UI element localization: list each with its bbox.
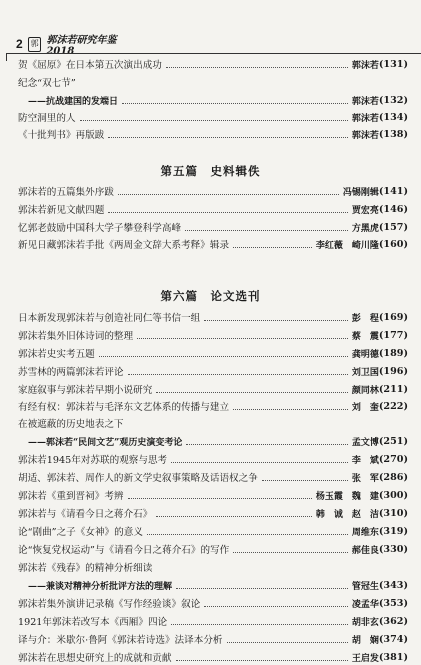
- toc-entry: [18, 649, 408, 665]
- toc-entry: [18, 505, 408, 521]
- dot-leader: [118, 194, 339, 195]
- toc-entry-page: (141): [378, 185, 408, 197]
- toc-entry-title: 郭沫若的五篇集外序跋: [18, 187, 114, 198]
- toc-entry-title: 译与介：米歇尔·鲁阿《郭沫若诗选》法译本分析: [18, 635, 223, 646]
- toc-entry-author: 凌孟华: [351, 599, 379, 610]
- dot-leader: [80, 120, 348, 121]
- toc-entry-author: 周维东: [351, 527, 379, 538]
- toc-entry: [18, 309, 408, 325]
- toc-entry-author: 张 军: [351, 473, 379, 484]
- toc-entry-title: 论“剧曲”之子《女神》的意义: [18, 527, 143, 538]
- dot-leader: [171, 462, 348, 463]
- toc-entry-title: 忆郭老鼓励中国科大学子攀登科学高峰: [18, 223, 182, 234]
- toc-entry-author: 管冠生: [351, 581, 379, 592]
- toc-entry-author: 韩 诚 赵 洁: [315, 509, 379, 520]
- toc-entry-author: 杨玉霞 魏 建: [315, 491, 379, 502]
- toc-entry: [18, 541, 408, 557]
- toc-entry-title: 郭沫若与《请看今日之蒋介石》: [18, 509, 153, 520]
- page-number: 2: [16, 37, 23, 51]
- toc-entry-author: 郭沫若: [351, 130, 379, 141]
- dot-leader: [233, 409, 348, 410]
- toc-entry-page: (177): [378, 329, 408, 341]
- journal-title: 郭沫若研究年鉴 2018: [46, 35, 117, 57]
- dot-leader: [233, 552, 348, 553]
- toc-entry-page: (131): [378, 58, 408, 70]
- toc-entry: [18, 381, 408, 397]
- toc-entry-title: 郭沫若《残春》的精神分析细读: [18, 563, 153, 574]
- toc-entry-title: 《十批判书》再版跋: [18, 130, 105, 141]
- toc-entry-author: 郝佳良: [351, 545, 379, 556]
- toc-entry-author: 李红薇 崎川隆: [315, 240, 379, 251]
- toc-entry-page: (189): [378, 347, 408, 359]
- toc-entry-title: 纪念“双七节”: [18, 78, 76, 89]
- toc-entry: [28, 433, 408, 449]
- toc-entry-page: (374): [378, 633, 408, 645]
- dot-leader: [227, 642, 348, 643]
- header-rule-corner: [6, 53, 7, 61]
- toc-entry: [18, 74, 408, 90]
- toc-entry-title: 郭沫若1945年对苏联的观察与思考: [18, 455, 168, 466]
- toc-entry-title: 1921年郭沫若改写本《西厢》四论: [18, 617, 168, 628]
- toc-entry-author: 方黑虎: [351, 223, 379, 234]
- journal-logo-icon: 郭: [28, 37, 42, 52]
- toc-entry-author: 孟文博: [351, 437, 379, 448]
- toc-entry-page: (157): [378, 221, 408, 233]
- section-heading-6: 第六篇 论文选刊: [160, 289, 261, 303]
- toc-entry: [18, 595, 408, 611]
- toc-entry-title: ——郭沫若“民间文艺”观历史演变考论: [28, 437, 183, 448]
- toc-entry: [18, 201, 408, 217]
- toc-entry-page: (270): [378, 453, 408, 465]
- toc-entry-page: (211): [378, 383, 408, 395]
- toc-entry-page: (169): [378, 311, 408, 323]
- dot-leader: [128, 498, 312, 499]
- toc-entry-page: (132): [378, 94, 408, 106]
- toc-entry: [28, 577, 408, 593]
- toc-entry: [18, 236, 408, 252]
- dot-leader: [147, 534, 348, 535]
- toc-entry-author: 颜同林: [351, 385, 379, 396]
- dot-leader: [233, 247, 312, 248]
- toc-entry: [18, 487, 408, 503]
- toc-entry-title: 贺《屈原》在日本第五次演出成功: [18, 60, 162, 71]
- toc-entry-author: 郭沫若: [351, 60, 379, 71]
- header-rule: [6, 53, 421, 54]
- toc-entry-title: 新见日藏郭沫若手批《两周金文辞大系考释》辑录: [18, 240, 230, 251]
- toc-entry: [18, 523, 408, 539]
- toc-entry-page: (160): [378, 238, 408, 250]
- toc-entry-title: 苏雪林的两篇郭沫若评论: [18, 367, 124, 378]
- toc-entry: [18, 345, 408, 361]
- toc-entry: [18, 451, 408, 467]
- toc-entry-author: 李 斌: [351, 455, 379, 466]
- toc-entry-title: 郭沫若集外旧体诗词的整理: [18, 331, 134, 342]
- toc-entry-title: 郭沫若史实考五题: [18, 349, 95, 360]
- toc-entry-page: (362): [378, 615, 408, 627]
- dot-leader: [204, 606, 348, 607]
- dot-leader: [171, 624, 348, 625]
- dot-leader: [137, 338, 348, 339]
- toc-entry-author: 刘 奎: [351, 402, 379, 413]
- toc-entry: [18, 219, 408, 235]
- toc-entry-title: ——抗战建国的发端日: [28, 96, 119, 107]
- toc-entry-author: 蔡 震: [351, 331, 379, 342]
- toc-entry: [18, 56, 408, 72]
- toc-entry: [18, 183, 408, 199]
- toc-entry: [18, 398, 408, 414]
- toc-entry-page: (196): [378, 365, 408, 377]
- dot-leader: [108, 212, 348, 213]
- toc-entry: [18, 415, 408, 431]
- toc-entry-title: 日本新发现郭沫若与创造社同仁等书信一组: [18, 313, 201, 324]
- toc-entry-author: 贾宏亮: [351, 205, 379, 216]
- toc-entry-author: 龚明德: [351, 349, 379, 360]
- toc-entry-page: (286): [378, 471, 408, 483]
- toc-entry-title: 郭沫若在思想史研究上的成就和贡献: [18, 653, 172, 664]
- toc-entry: [18, 559, 408, 575]
- toc-entry-author: 胡非玄: [351, 617, 379, 628]
- toc-entry-page: (138): [378, 128, 408, 140]
- toc-entry: [18, 109, 408, 125]
- dot-leader: [99, 356, 348, 357]
- toc-entry: [18, 363, 408, 379]
- toc-entry-page: (251): [378, 435, 408, 447]
- toc-entry: [28, 92, 408, 108]
- toc-entry-author: 胡 娴: [351, 635, 379, 646]
- toc-entry-title: 论“恢复党权运动”与《请看今日之蒋介石》的写作: [18, 545, 230, 556]
- dot-leader: [156, 392, 348, 393]
- toc-entry: [18, 469, 408, 485]
- dot-leader: [166, 67, 348, 68]
- toc-entry-page: (310): [378, 507, 408, 519]
- toc-entry-title: 郭沫若新见文献四题: [18, 205, 105, 216]
- dot-leader: [108, 137, 348, 138]
- toc-entry-title: 家庭叙事与郭沫若早期小说研究: [18, 385, 153, 396]
- toc-entry-title: 有经有权：郭沫若与毛泽东文艺体系的传播与建立: [18, 402, 230, 413]
- dot-leader: [156, 516, 312, 517]
- dot-leader: [122, 103, 348, 104]
- toc-entry-page: (146): [378, 203, 408, 215]
- toc-entry-page: (300): [378, 489, 408, 501]
- toc-entry-title: ——兼谈对精神分析批评方法的理解: [28, 581, 173, 592]
- toc-entry-author: 郭沫若: [351, 113, 379, 124]
- dot-leader: [185, 230, 348, 231]
- dot-leader: [204, 320, 348, 321]
- section-heading-5: 第五篇 史料辑佚: [160, 164, 261, 178]
- running-header: [16, 34, 146, 57]
- toc-entry-page: (353): [378, 597, 408, 609]
- toc-entry-page: (343): [378, 579, 408, 591]
- dot-leader: [128, 374, 348, 375]
- toc-entry-title: 在被遮蔽的历史地表之下: [18, 419, 124, 430]
- dot-leader: [186, 444, 348, 445]
- toc-entry-author: 王启发: [351, 653, 379, 664]
- toc-entry-title: 防空洞里的人: [18, 113, 76, 124]
- toc-entry-author: 刘卫国: [351, 367, 379, 378]
- dot-leader: [176, 660, 348, 661]
- toc-entry: [18, 327, 408, 343]
- toc-entry-title: 郭沫若《重到晋祠》考辨: [18, 491, 124, 502]
- dot-leader: [176, 588, 348, 589]
- toc-entry-page: (381): [378, 651, 408, 663]
- toc-entry-title: 郭沫若集外演讲记录稿《写作经验谈》叙论: [18, 599, 201, 610]
- toc-entry-page: (319): [378, 525, 408, 537]
- toc-entry-page: (330): [378, 543, 408, 555]
- toc-entry-title: 胡适、郭沫若、周作人的新文学史叙事策略及话语权之争: [18, 473, 258, 484]
- toc-entry: [18, 613, 408, 629]
- toc-entry: [18, 126, 408, 142]
- toc-entry-page: (134): [378, 111, 408, 123]
- toc-entry-page: (222): [378, 400, 408, 412]
- toc-entry: [18, 631, 408, 647]
- toc-entry-author: 郭沫若: [351, 96, 379, 107]
- dot-leader: [262, 480, 348, 481]
- toc-entry-author: 冯锡刚辑: [342, 187, 379, 198]
- toc-entry-author: 彭 程: [351, 313, 379, 324]
